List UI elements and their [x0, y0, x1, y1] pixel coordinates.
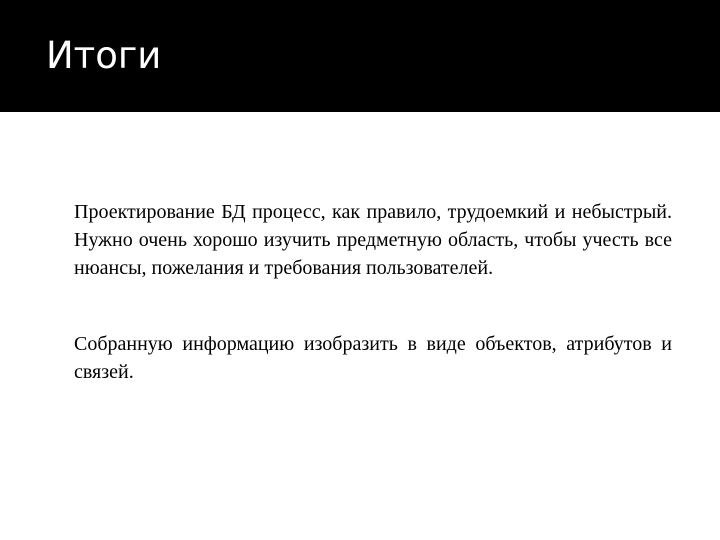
slide-content [74, 198, 672, 386]
title-bar [0, 0, 720, 112]
paragraph-design-process: Проектирование БД процесс, как правило, трудоемкий и небыстрый. Нужно очень хорошо изучить предметную область, чтобы учесть все нюансы, пожелания и требования пользователей. [74, 201, 672, 279]
paragraph-collected-info: Собранную информацию изобразить в виде объектов, атрибутов и связей. [74, 333, 672, 383]
slide-title: Итоги [46, 34, 162, 77]
